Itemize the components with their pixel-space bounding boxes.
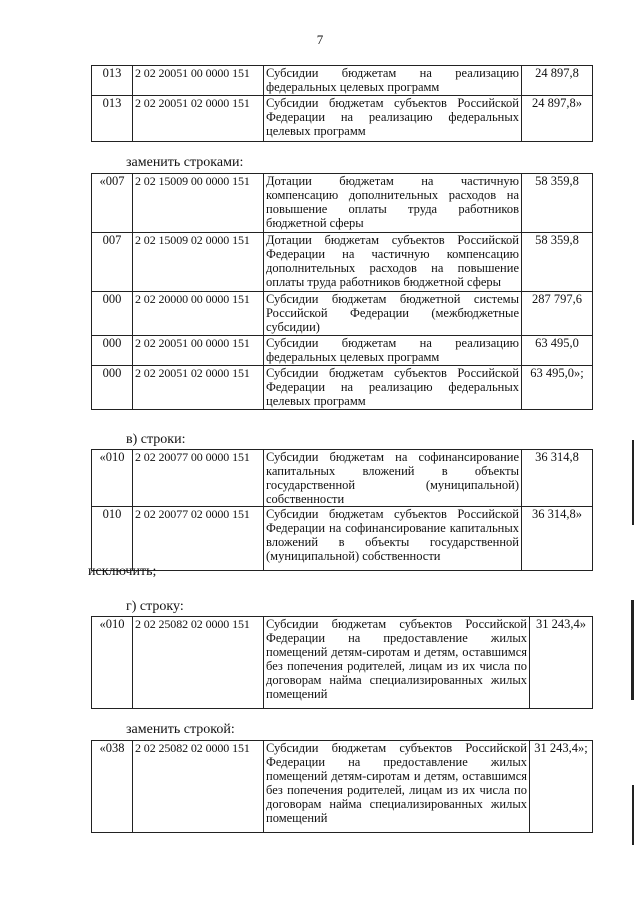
caption-replace-row: заменить строкой: (126, 722, 235, 737)
table-orphans-housing-new (91, 740, 593, 833)
budget-code: 2 02 20051 02 0000 151 (133, 96, 264, 142)
income-name: Субсидии бюджетам на реализацию федеральных целевых программ (264, 336, 522, 366)
page-number: 7 (316, 32, 324, 47)
admin-code: «007 (92, 174, 133, 233)
amount: 287 797,6 (522, 292, 593, 336)
table-row (92, 366, 593, 410)
table-row (92, 96, 593, 142)
admin-code: 000 (92, 366, 133, 410)
amount: 24 897,8 (522, 66, 593, 96)
income-name: Субсидии бюджетам субъектов Российской Федерации на софинансирование капитальных вложений в объекты государственной (муниципальной) собственности (264, 507, 522, 571)
table-federal-programs-old (91, 65, 593, 142)
admin-code: 013 (92, 66, 133, 96)
budget-code: 2 02 20077 00 0000 151 (133, 450, 264, 507)
admin-code: 000 (92, 336, 133, 366)
amount: 63 495,0»; (522, 366, 593, 410)
amount: 24 897,8» (522, 96, 593, 142)
budget-code: 2 02 20077 02 0000 151 (133, 507, 264, 571)
table-row (92, 174, 593, 233)
table-row (92, 507, 593, 571)
budget-code: 2 02 20051 02 0000 151 (133, 366, 264, 410)
table-capital-investments (91, 449, 593, 571)
amount: 63 495,0 (522, 336, 593, 366)
admin-code: «010 (92, 450, 133, 507)
table-row (92, 450, 593, 507)
income-name: Субсидии бюджетам на софинансирование капитальных вложений в объекты государственной (муниципальной) собственности (264, 450, 522, 507)
budget-code: 2 02 15009 00 0000 151 (133, 174, 264, 233)
budget-code: 2 02 20000 00 0000 151 (133, 292, 264, 336)
caption-exclude: исключить; (88, 564, 157, 579)
admin-code: 000 (92, 292, 133, 336)
caption-replace-rows: заменить строками: (126, 155, 244, 170)
income-name: Дотации бюджетам субъектов Российской Федерации на частичную компенсацию дополнительных расходов на повышение оплаты труда работников бюджетной сферы (264, 233, 522, 292)
budget-code: 2 02 25082 02 0000 151 (133, 741, 264, 833)
table-replacement-rows (91, 173, 593, 410)
table-orphans-housing-old (91, 616, 593, 709)
income-name: Субсидии бюджетам субъектов Российской Федерации на предоставление жилых помещений детям-сиротам и детям, оставшимся без попечения родителей, лицам из их числа по договорам найма специализированных жилых помещений (264, 617, 530, 709)
admin-code: 007 (92, 233, 133, 292)
budget-code: 2 02 20051 00 0000 151 (133, 66, 264, 96)
amount: 31 243,4» (530, 617, 593, 709)
table-row (92, 292, 593, 336)
budget-code: 2 02 20051 00 0000 151 (133, 336, 264, 366)
admin-code: «010 (92, 617, 133, 709)
caption-section-v: в) строки: (126, 432, 186, 447)
admin-code: «038 (92, 741, 133, 833)
income-name: Субсидии бюджетам субъектов Российской Федерации на реализацию федеральных целевых программ (264, 366, 522, 410)
amount: 36 314,8» (522, 507, 593, 571)
table-row (92, 741, 593, 833)
admin-code: 010 (92, 507, 133, 571)
amount: 58 359,8 (522, 233, 593, 292)
table-row (92, 233, 593, 292)
income-name: Субсидии бюджетам бюджетной системы Российской Федерации (межбюджетные субсидии) (264, 292, 522, 336)
income-name: Дотации бюджетам на частичную компенсацию дополнительных расходов на повышение оплаты труда работников бюджетной сферы (264, 174, 522, 233)
income-name: Субсидии бюджетам субъектов Российской Федерации на реализацию федеральных целевых программ (264, 96, 522, 142)
table-row (92, 336, 593, 366)
budget-code: 2 02 15009 02 0000 151 (133, 233, 264, 292)
admin-code: 013 (92, 96, 133, 142)
income-name: Субсидии бюджетам на реализацию федеральных целевых программ (264, 66, 522, 96)
table-row (92, 66, 593, 96)
amount: 36 314,8 (522, 450, 593, 507)
caption-section-g: г) строку: (126, 599, 184, 614)
budget-code: 2 02 25082 02 0000 151 (133, 617, 264, 709)
amount: 31 243,4»; (530, 741, 593, 833)
amount: 58 359,8 (522, 174, 593, 233)
table-row (92, 617, 593, 709)
income-name: Субсидии бюджетам субъектов Российской Федерации на предоставление жилых помещений детям-сиротам и детям, оставшимся без попечения родителей, лицам из их числа по договорам найма специализированных жилых помещений (264, 741, 530, 833)
